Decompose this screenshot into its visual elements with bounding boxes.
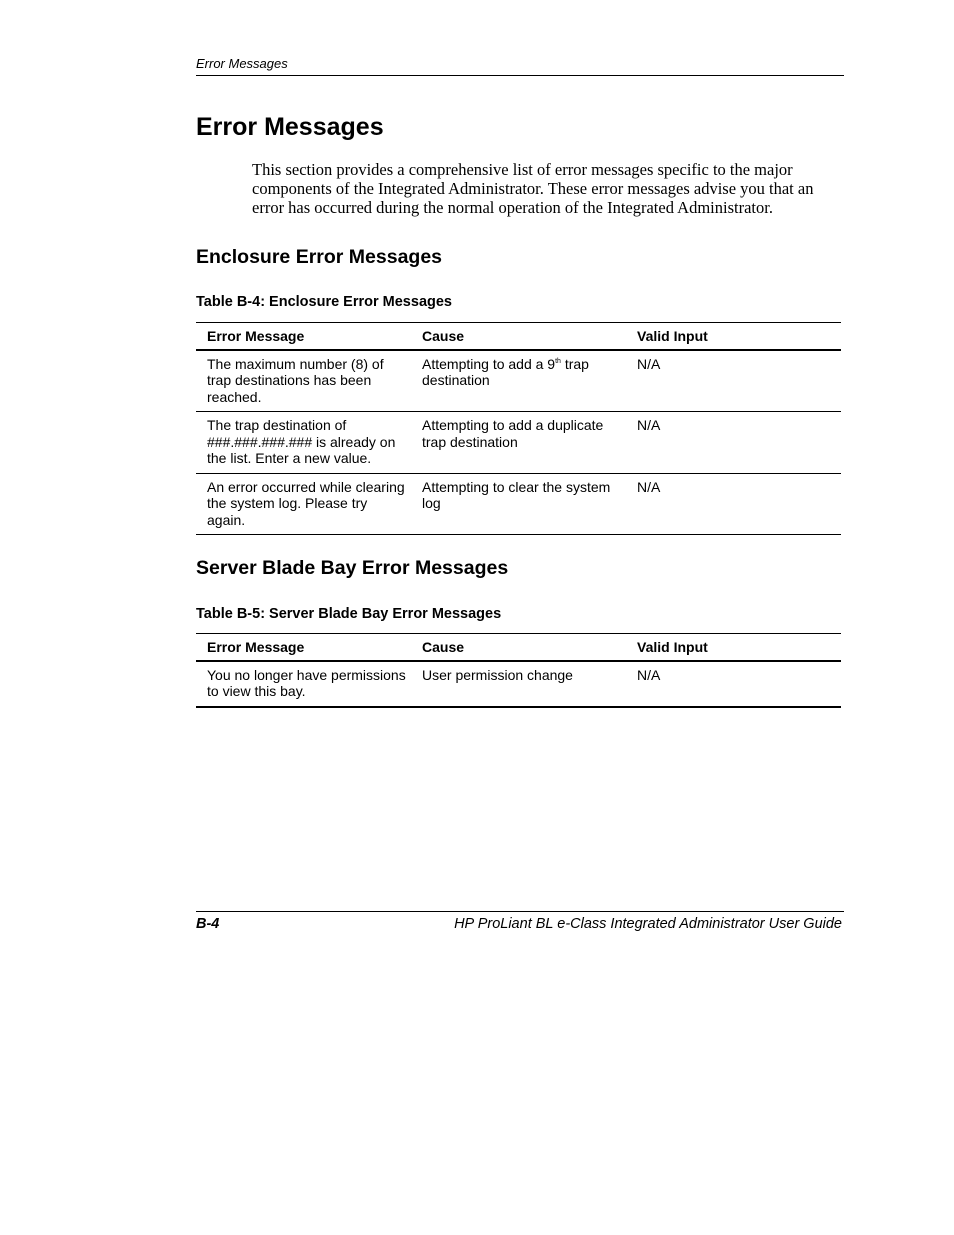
error-message-cell: The maximum number (8) of trap destinations has been reached. xyxy=(196,350,411,412)
cause-cell: Attempting to clear the system log xyxy=(411,473,626,535)
table-caption-b4: Table B-4: Enclosure Error Messages xyxy=(196,294,452,310)
table-header-row xyxy=(196,323,841,350)
column-header-error-message: Error Message xyxy=(196,634,411,661)
valid-input-cell: N/A xyxy=(626,412,841,474)
section-heading-enclosure: Enclosure Error Messages xyxy=(196,246,443,268)
error-message-cell: The trap destination of ###.###.###.### is already on the list. Enter a new value. xyxy=(196,412,411,474)
ordinal-suffix: th xyxy=(555,357,561,365)
valid-input-cell: N/A xyxy=(626,473,841,535)
table-row xyxy=(196,350,841,412)
column-header-valid-input: Valid Input xyxy=(626,634,841,661)
table-row xyxy=(196,473,841,535)
cause-cell: Attempting to add a duplicate trap destination xyxy=(411,412,626,474)
valid-input-cell: N/A xyxy=(626,350,841,412)
cause-text-continued: trap destination xyxy=(422,355,589,388)
page-title: Error Messages xyxy=(196,113,384,141)
section-heading-server-blade-bay: Server Blade Bay Error Messages xyxy=(196,557,509,579)
document-page xyxy=(196,0,844,1235)
valid-input-cell: N/A xyxy=(626,661,841,707)
cause-cell xyxy=(411,350,626,412)
table-row xyxy=(196,412,841,474)
enclosure-error-table xyxy=(196,322,841,535)
cause-cell: User permission change xyxy=(411,661,626,707)
server-blade-bay-error-table xyxy=(196,633,841,708)
table-header-row xyxy=(196,634,841,661)
column-header-valid-input: Valid Input xyxy=(626,323,841,350)
column-header-error-message: Error Message xyxy=(196,323,411,350)
column-header-cause: Cause xyxy=(411,323,626,350)
error-message-cell: An error occurred while clearing the system log. Please try again. xyxy=(196,473,411,535)
table-caption-b5: Table B-5: Server Blade Bay Error Messages xyxy=(196,606,502,622)
table-row xyxy=(196,661,841,707)
running-header: Error Messages xyxy=(196,55,844,76)
guide-title: HP ProLiant BL e-Class Integrated Administrator User Guide xyxy=(454,916,842,932)
column-header-cause: Cause xyxy=(411,634,626,661)
page-number: B-4 xyxy=(196,916,220,932)
error-message-cell: You no longer have permissions to view this bay. xyxy=(196,661,411,707)
intro-paragraph: This section provides a comprehensive list of error messages specific to the major components of the Integrated Administrator. These error messages advise you that an error has occurred during the normal operation of the Integrated Administrator. xyxy=(252,160,814,217)
page-footer xyxy=(196,911,844,932)
cause-text: Attempting to add a 9 xyxy=(422,355,556,372)
